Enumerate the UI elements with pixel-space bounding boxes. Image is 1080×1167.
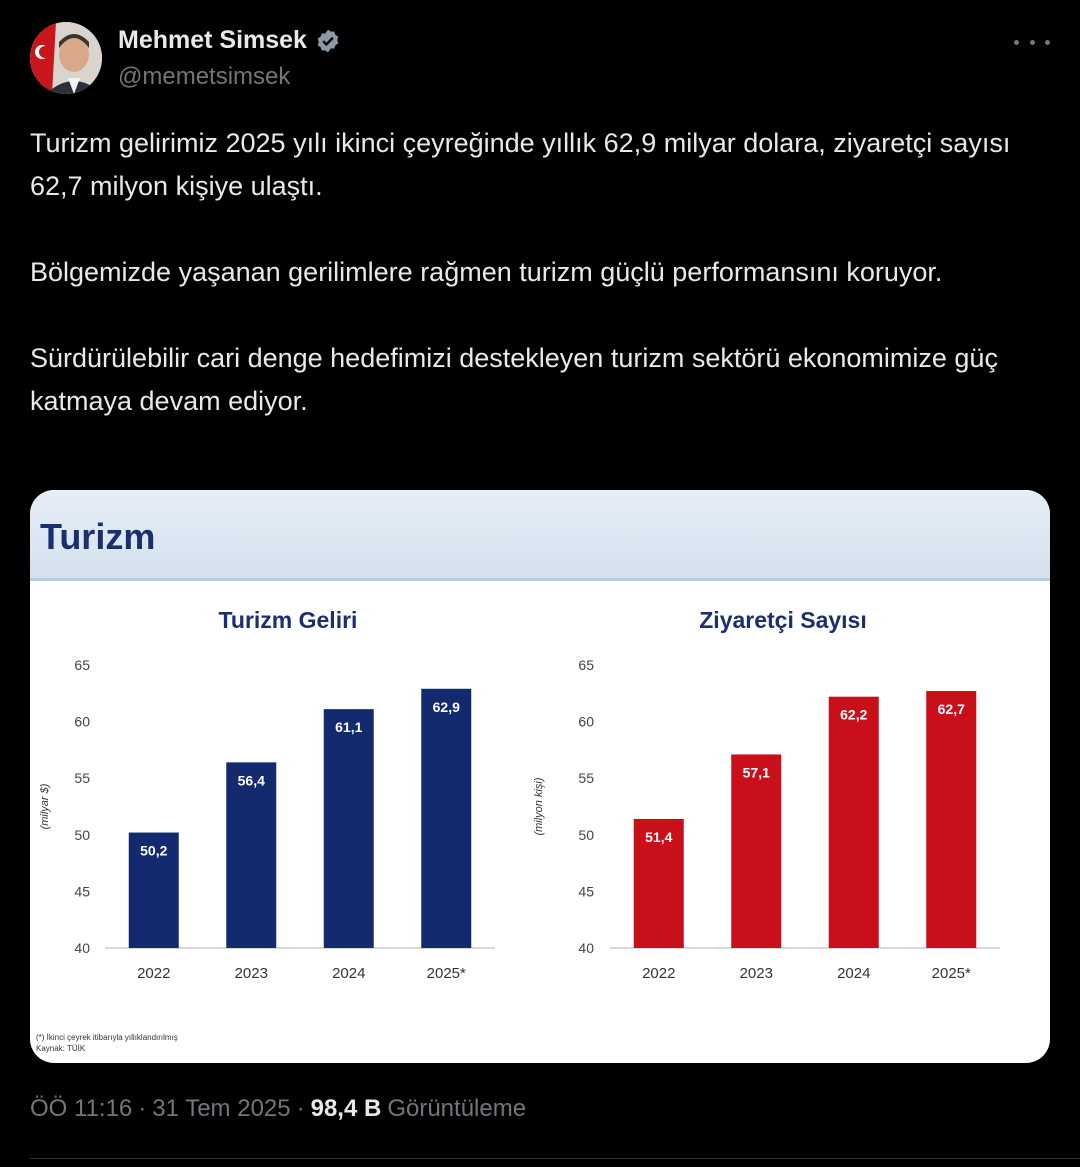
- tweet-text: [30, 122, 1040, 466]
- bar-value-label: 61,1: [335, 719, 363, 736]
- bar: [829, 697, 879, 948]
- bar-value-label: 57,1: [742, 764, 770, 781]
- y-tick-label: 65: [578, 657, 594, 673]
- tweet-paragraph: Sürdürülebilir cari denge hedefimizi destekleyen turizm sektörü ekonomimize güç katmaya devam ediyor.: [30, 343, 998, 416]
- x-tick-label: 2022: [137, 965, 171, 982]
- y-tick-label: 50: [74, 826, 90, 843]
- tweet-header: [30, 22, 1050, 100]
- y-tick-label: 55: [578, 770, 594, 787]
- bar: [226, 762, 276, 948]
- bar: [731, 754, 781, 948]
- bar-value-label: 62,2: [840, 706, 868, 723]
- bar: [421, 689, 471, 948]
- more-options-icon[interactable]: [1014, 32, 1050, 52]
- slide-footnote: [36, 1032, 178, 1054]
- y-tick-label: 60: [578, 713, 594, 730]
- divider: [30, 1158, 1080, 1159]
- x-tick-label: 2023: [739, 965, 773, 982]
- y-tick-label: 40: [74, 940, 90, 956]
- footnote-text: (*) İkinci çeyrek itibarıyla yıllıklandırılmış: [36, 1033, 178, 1042]
- slide-title: Turizm: [40, 516, 156, 557]
- bar-value-label: 62,7: [937, 701, 965, 718]
- author-display-name[interactable]: Mehmet Simsek: [118, 26, 307, 54]
- bar-value-label: 56,4: [237, 772, 265, 789]
- chart-title: Turizm Geliri: [218, 607, 358, 633]
- author-names: [118, 26, 341, 91]
- y-tick-label: 50: [578, 826, 594, 843]
- bar-value-label: 51,4: [645, 828, 673, 845]
- x-tick-label: 2022: [642, 965, 676, 982]
- y-axis-label: (milyon kişi): [533, 777, 545, 836]
- x-tick-label: 2024: [837, 965, 871, 982]
- charts-svg: [30, 490, 1050, 1063]
- tweet-paragraph: Turizm gelirimiz 2025 yılı ikinci çeyreğinde yıllık 62,9 milyar dolara, ziyaretçi sayısı 62,7 milyon kişiye ulaştı.: [30, 128, 1011, 201]
- views-count: 98,4 B: [310, 1095, 382, 1122]
- avatar[interactable]: [30, 22, 102, 94]
- tweet-meta: [30, 1095, 526, 1123]
- bar-value-label: 62,9: [432, 698, 460, 715]
- bar: [324, 709, 374, 948]
- meta-separator: ·: [138, 1095, 147, 1122]
- tweet-media-image[interactable]: [30, 490, 1050, 1063]
- y-axis-label: (milyar $): [39, 783, 51, 830]
- views-label: Görüntüleme: [387, 1095, 527, 1122]
- y-tick-label: 60: [74, 713, 90, 730]
- meta-separator: ·: [296, 1095, 305, 1122]
- y-tick-label: 55: [74, 770, 90, 787]
- y-tick-label: 40: [578, 940, 594, 956]
- tweet-time[interactable]: ÖÖ 11:16: [30, 1095, 133, 1122]
- y-tick-label: 65: [74, 657, 90, 673]
- x-tick-label: 2025*: [426, 965, 466, 982]
- tweet-date[interactable]: 31 Tem 2025: [152, 1095, 291, 1122]
- x-tick-label: 2023: [234, 965, 268, 982]
- y-tick-label: 45: [74, 883, 90, 900]
- verified-badge-icon: [315, 28, 341, 54]
- y-tick-label: 45: [578, 883, 594, 900]
- author-name-row[interactable]: [118, 26, 341, 55]
- tweet-paragraph: Bölgemizde yaşanan gerilimlere rağmen turizm güçlü performansını koruyor.: [30, 257, 943, 287]
- x-tick-label: 2025*: [931, 965, 971, 982]
- bar-value-label: 50,2: [140, 842, 168, 859]
- x-tick-label: 2024: [332, 965, 366, 982]
- source-text: Kaynak: TÜİK: [36, 1044, 86, 1053]
- bar: [926, 691, 976, 948]
- author-handle[interactable]: @memetsimsek: [118, 63, 291, 90]
- chart-title: Ziyaretçi Sayısı: [699, 607, 867, 633]
